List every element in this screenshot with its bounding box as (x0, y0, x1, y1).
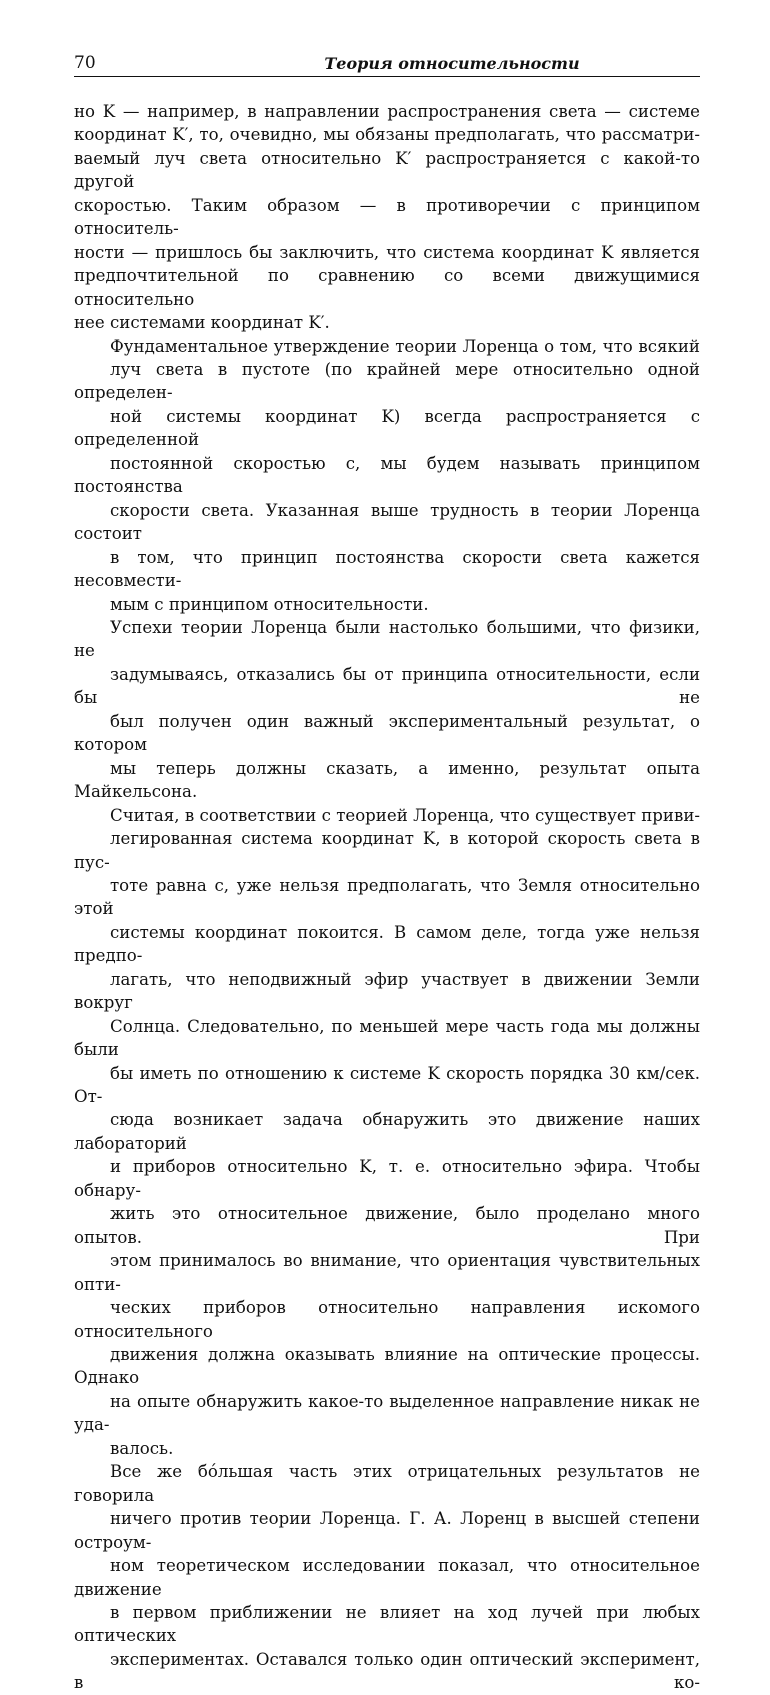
text-line: и приборов относительно K, т. е. относительно эфира. Чтобы обнару- (74, 1157, 700, 1200)
text-line: скоростью. Таким образом — в противоречии с принципом относитель- (74, 195, 700, 239)
paragraph-3 (74, 616, 700, 804)
text-line: экспериментах. Оставался только один оптический эксперимент, в ко- (74, 1649, 700, 1693)
text-line: постоянной скоростью c, мы будем называть принципом постоянства (74, 453, 700, 497)
paragraph-5 (74, 1460, 700, 1695)
text-line: был получен один важный экспериментальный результат, о котором (74, 711, 700, 755)
text-line: Все же бóльшая часть этих отрицательных результатов не говорила (74, 1462, 700, 1505)
text-line: легированная система координат K, в которой скорость света в пус- (74, 829, 700, 872)
text-line: лагать, что неподвижный эфир участвует в движении Земли вокруг (74, 969, 700, 1013)
text-line: Фундаментальное утверждение теории Лоренца о том, что всякий (110, 336, 700, 356)
paragraph-1 (74, 100, 700, 335)
text-line: предпочтительной по сравнению со всеми движущимися относительно (74, 266, 700, 309)
text-line: ном теоретическом исследовании показал, что относительное движение (74, 1556, 700, 1599)
page-number: 70 (74, 53, 96, 73)
text-line: мым с принципом относительности. (110, 594, 429, 614)
running-head (74, 52, 700, 77)
text-line: мы теперь должны сказать, а именно, результат опыта Майкельсона. (74, 758, 700, 802)
text-line: этом принималось во внимание, что ориентация чувствительных опти- (74, 1251, 700, 1294)
text-line: тоте равна c, уже нельзя предполагать, что Земля относительно этой (74, 875, 700, 919)
text-line: Успехи теории Лоренца были настолько большими, что физики, не (74, 617, 700, 661)
text-line: нее системами координат K′. (74, 313, 330, 333)
text-line: в том, что принцип постоянства скорости света кажется несовмести- (74, 547, 700, 591)
text-line: ничего против теории Лоренца. Г. А. Лоренц в высшей степени остроум- (74, 1509, 700, 1552)
text-line: луч света в пустоте (по крайней мере относительно одной определен- (74, 359, 700, 403)
text-line: валось. (110, 1438, 174, 1458)
running-title: Теория относительности (324, 54, 580, 73)
text-line: Солнца. Следовательно, по меньшей мере часть года мы должны были (74, 1016, 700, 1060)
text-line: ности — пришлось бы заключить, что система координат K является (74, 242, 700, 262)
text-line: системы координат покоится. В самом деле, тогда уже нельзя предпо- (74, 922, 700, 966)
text-line: на опыте обнаружить какое-то выделенное направление никак не уда- (74, 1391, 700, 1435)
text-line: жить это относительное движение, было проделано много опытов. При (74, 1204, 700, 1247)
text-line: ной системы координат K) всегда распространяется с определенной (74, 406, 700, 450)
text-line: но K — например, в направлении распространения света — системе (74, 102, 700, 121)
paragraph-4 (74, 804, 700, 1461)
book-page (74, 52, 700, 1695)
text-line: скорости света. Указанная выше трудность в теории Лоренца состоит (74, 500, 700, 544)
text-line: движения должна оказывать влияние на оптические процессы. Однако (74, 1345, 700, 1388)
text-line: Считая, в соответствии с теорией Лоренца, что существует приви- (110, 805, 700, 825)
text-line: задумываясь, отказались бы от принципа относительности, если бы не (74, 664, 700, 708)
text-line: в первом приближении не влияет на ход лучей при любых оптических (74, 1603, 700, 1646)
text-line: ческих приборов относительно направления искомого относительного (74, 1298, 700, 1341)
body-text (74, 100, 700, 1695)
text-line: ваемый луч света относительно K′ распространяется с какой-то другой (74, 148, 700, 192)
text-line: сюда возникает задача обнаружить это движение наших лабораторий (74, 1110, 700, 1153)
text-line: координат K′, то, очевидно, мы обязаны предполагать, что рассматри- (74, 125, 700, 145)
text-line: бы иметь по отношению к системе K скорость порядка 30 км/сек. От- (74, 1063, 700, 1107)
paragraph-2 (74, 335, 700, 616)
